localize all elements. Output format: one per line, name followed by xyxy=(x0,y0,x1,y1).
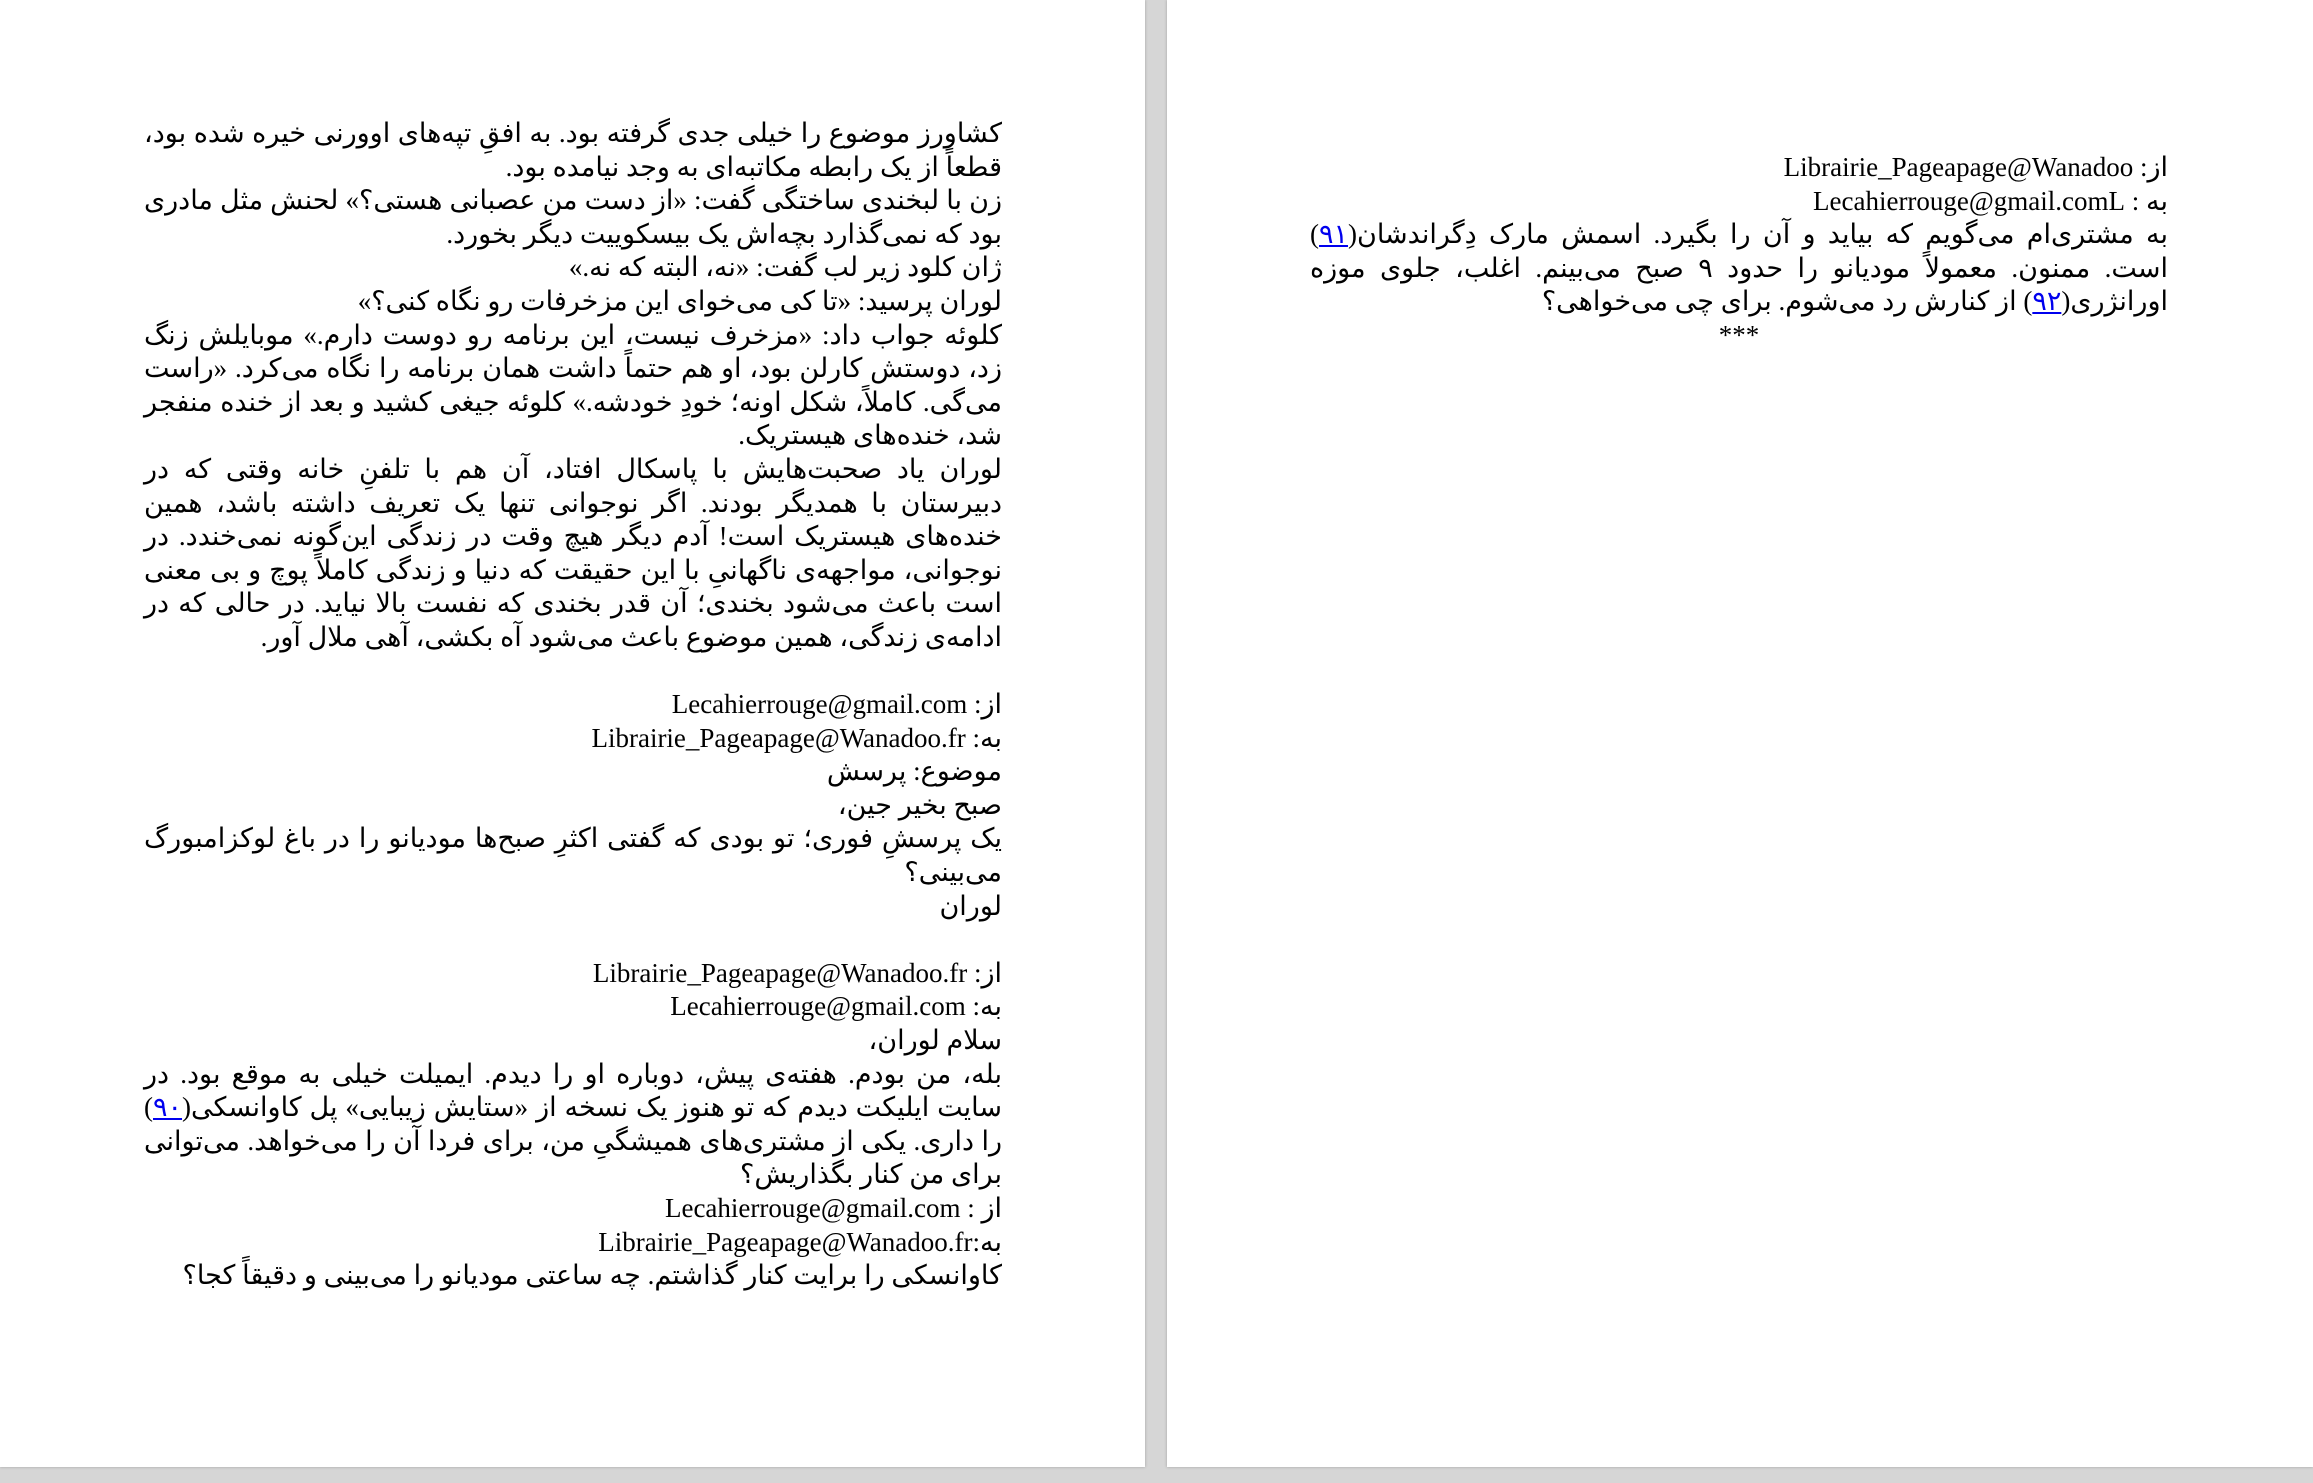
email2-body xyxy=(144,1058,1002,1192)
email4-body xyxy=(1310,218,2168,319)
footnote-link-90[interactable]: ۹۰ xyxy=(153,1092,183,1123)
footnote-link-92[interactable]: ۹۲ xyxy=(2032,286,2062,317)
email2-to: به: Lecahierrouge@gmail.com xyxy=(670,991,1002,1022)
email2-greeting: سلام لوران، xyxy=(868,1025,1002,1056)
email4-from: از: Librairie_Pageapage@Wanadoo xyxy=(1783,152,2168,182)
email1-subject: موضوع: پرسش xyxy=(826,756,1002,787)
email4-body-part2: ) است. ممنون. معمولاً مودیانو را حدود ۹ صبح می‌بینم. اغلب، جلوی موزه اورانژری( xyxy=(1310,219,2168,317)
email4-body-part1: به مشتری‌ام می‌گویم که بیاید و آن را بگیرد. اسمش مارک دِگراندشان( xyxy=(1348,219,2168,250)
email4-body-part3: ) از کنارش رد می‌شوم. برای چی می‌خواهی؟ xyxy=(1541,286,2033,317)
paragraph-2: زن با لبخندی ساختگی گفت: «از دست من عصبانی هستی؟» لحنش مثل مادری بود که نمی‌گذارد بچه‌اش یک بیسکوییت دیگر بخورد. xyxy=(144,185,1002,249)
footnote-link-91[interactable]: ۹۱ xyxy=(1319,219,1349,250)
right-page-text xyxy=(1310,151,2168,353)
paragraph-1: کشاورز موضوع را خیلی جدی گرفته بود. به افقِ تپه‌های اوورنی خیره شده بود، قطعاً از یک رابطه مکاتبه‌ای به وجد نیامده بود. xyxy=(144,118,1002,182)
email1-greeting: صبح بخیر جین، xyxy=(837,789,1002,820)
page-left xyxy=(0,0,1145,1467)
page-right xyxy=(1167,0,2313,1467)
section-separator: *** xyxy=(1718,319,1760,350)
paragraph-5: کلوئه جواب داد: «مزخرف نیست، این برنامه رو دوست دارم.» موبایلش زنگ زد، دوستش کارلن بود، او هم حتماً داشت همان برنامه را نگاه می‌کرد. «راست می‌گی. کاملاً، شکل اونه؛ خودِ خودشه.» کلوئه جیغی کشید و بعد از خنده منفجر شد، خنده‌های هیستریک. xyxy=(144,319,1002,451)
email3-body: کاوانسکی را برایت کنار گذاشتم. چه ساعتی مودیانو را می‌بینی و دقیقاً کجا؟ xyxy=(182,1260,1002,1291)
paragraph-3: ژان کلود زیر لب گفت: «نه، البته که نه.» xyxy=(568,252,1002,283)
email3-to: به:Librairie_Pageapage@Wanadoo.fr xyxy=(598,1226,1002,1257)
email2-body-after: ) را داری. یکی از مشتری‌های همیشگیِ من، برای فردا آن را می‌خواهد. می‌توانی برای من کنار بگذاریش؟ xyxy=(144,1092,1002,1190)
email3-from: از : Lecahierrouge@gmail.com xyxy=(664,1193,1002,1223)
left-page-text xyxy=(144,117,1002,1293)
email4-to: به : Lecahierrouge@gmail.comL xyxy=(1813,185,2168,216)
paragraph-6: لوران یاد صحبت‌هایش با پاسکال افتاد، آن هم با تلفنِ خانه وقتی که در دبیرستان با همدیگر بودند. اگر نوجوانی تنها یک تعریف داشته باشد، همین خنده‌های هیستریک است! آدم دیگر هیچ وقت در زندگی این‌گونه نمی‌خندد. در نوجوانی، مواجهه‌ی ناگهانیِ با این حقیقت که دنیا و زندگی کاملاً پوچ و بی معنی است باعث می‌شود بخندی؛ آن قدر بخندی که نفست بالا نیاید. در حالی که در ادامه‌ی زندگی، همین موضوع باعث می‌شود آه بکشی، آهی ملال آور. xyxy=(144,453,1002,652)
email1-to: به: Librairie_Pageapage@Wanadoo.fr xyxy=(591,722,1002,753)
email1-signature: لوران xyxy=(939,890,1002,921)
blank-line xyxy=(144,655,1002,689)
email2-body-before: بله، من بودم. هفته‌ی پیش، دوباره او را دیدم. ایمیلت خیلی به موقع بود. در سایت ایلیکت دیدم که تو هنوز یک نسخه از «ستایش زیبایی» پل کاوانسکی( xyxy=(144,1058,1002,1123)
email1-from: از: Lecahierrouge@gmail.com xyxy=(671,689,1002,720)
email2-from: از: Librairie_Pageapage@Wanadoo.fr xyxy=(592,957,1002,988)
blank-line xyxy=(144,923,1002,957)
paragraph-4: لوران پرسید: «تا کی می‌خوای این مزخرفات رو نگاه کنی؟» xyxy=(357,285,1002,316)
email1-body: یک پرسشِ فوری؛ تو بودی که گفتی اکثرِ صبح‌ها مودیانو را در باغ لوکزامبورگ می‌بینی؟ xyxy=(144,823,1002,888)
